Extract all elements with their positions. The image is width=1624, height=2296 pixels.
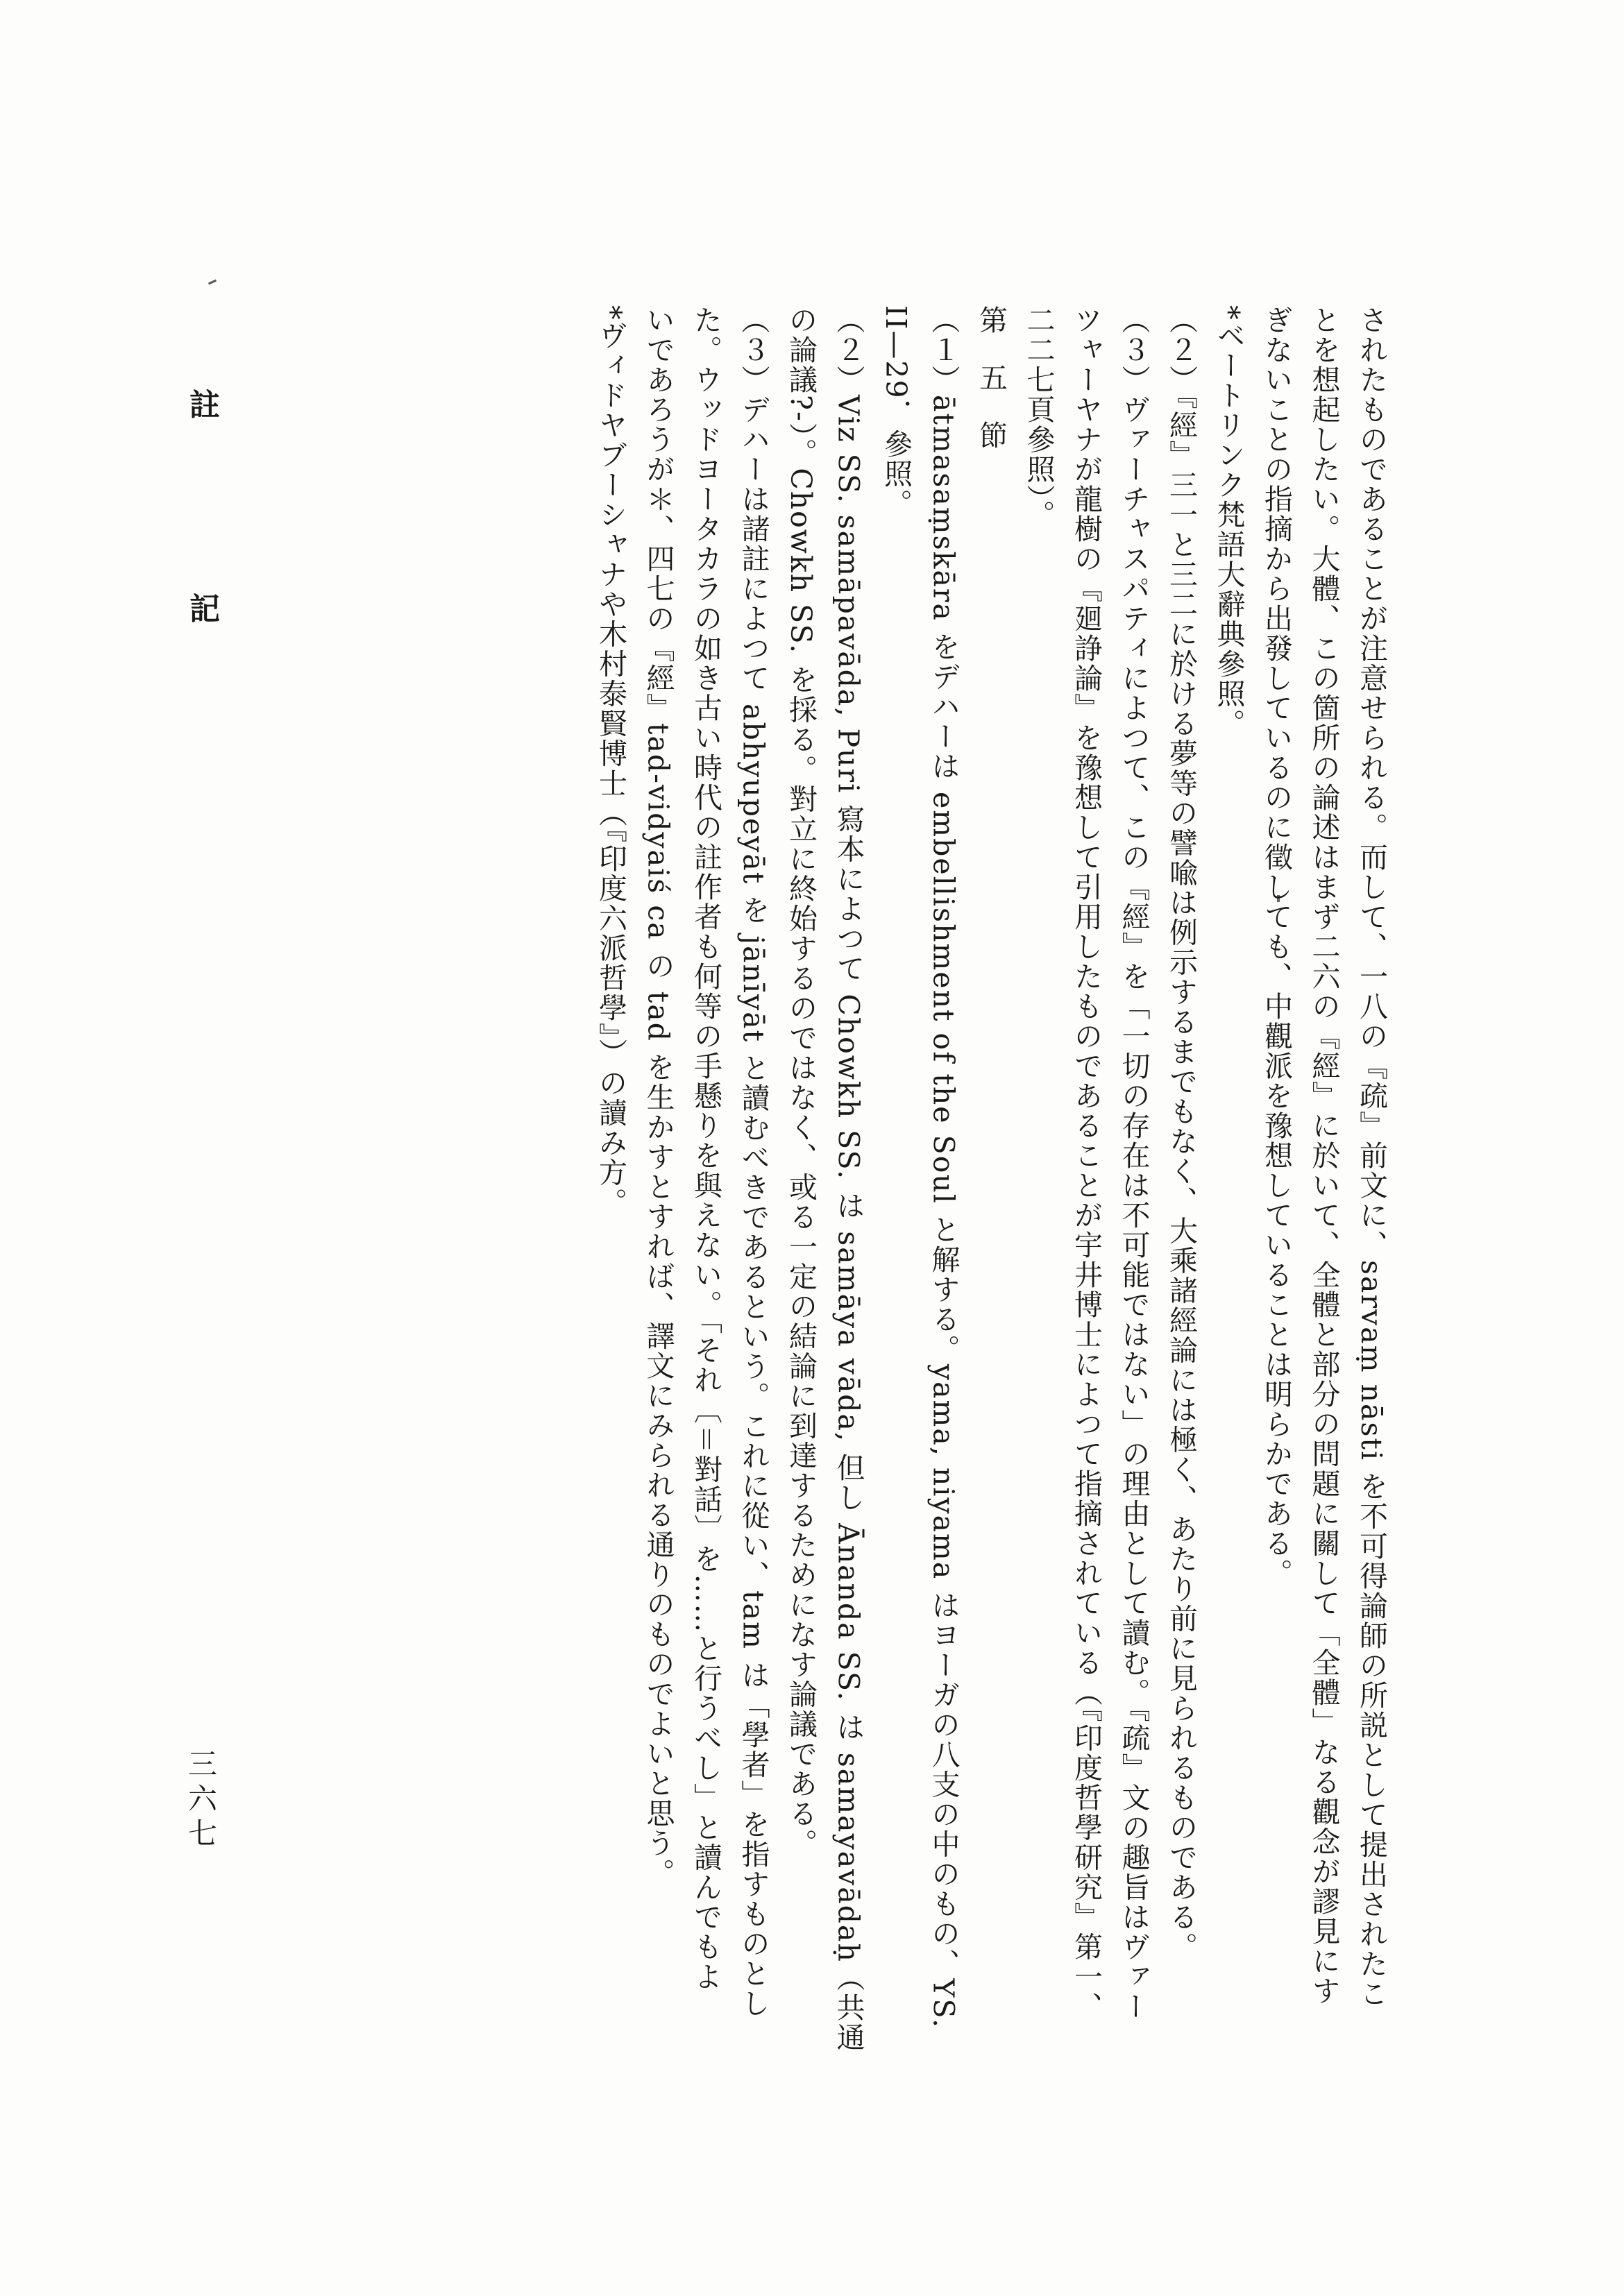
ink-mark — [208, 280, 217, 285]
text-line: 二二七頁參照）。 — [1022, 305, 1056, 530]
note-3-line: （３）デハーは諸註によつて abhyupeyāt を jānīyāt と讀むべきであるという。これに從い、tam は「學者」を指すものとし — [736, 305, 770, 2018]
running-title: 註記 — [184, 389, 219, 797]
text-line: II—29．參照。 — [879, 305, 913, 519]
text-line: の論議?-）。Chowkh SS. を採る。對立に終始するのではなく、或る一定の結論に到達するためになす論議である。 — [784, 305, 818, 1859]
page-number: 三六七 — [184, 1749, 218, 1853]
note-2-line: （２）Viz SS. samāpavāda, Puri 寫本によつて Chowkh SS. は samāya vāda, 但し Ānanda SS. は samayavādaḥ（共通 — [831, 305, 865, 2052]
footnote-line: *ヴィドヤブーシャナや木村泰賢博士（『印度六派哲學』）の讀み方。 — [594, 305, 627, 1218]
text-line: されたものであることが注意せられる。而して、一八の『疏』前文に、sarvaṃ nāsti を不可得論師の所説として提出されたこ — [1355, 305, 1388, 2009]
text-line: ツャーヤナが龍樹の『廻諍論』を豫想して引用したものであることが宇井博士によつて指摘されている（『印度哲學研究』第一、 — [1069, 305, 1103, 2022]
text-line: いであろうが＊、四七の『經』tad-vidyaiś ca の tad を生かすとすれば、譯文にみられる通りのものでよいと思う。 — [641, 305, 675, 1889]
footnote-line: *ベートリンク梵語大辭典參照。 — [1212, 305, 1246, 739]
text-line: とを想起したい。大體、この箇所の論述はまず二六の『經』に於いて、全體と部分の問題に關して「全體」なる觀念が謬見にす — [1307, 305, 1341, 2006]
note-2-line: （２）『經』三一と三二に於ける夢等の譬喩は例示するまでもなく、大乘諸經論には極く、あたり前に見られるものである。 — [1165, 305, 1198, 1962]
text-line: ぎないことの指摘から出發しているのに徵しても、中觀派を豫想していることは明らかである。 — [1260, 305, 1293, 1588]
note-1-line: （１）ātmasaṃskāra をデハーは embellishment of the Soul と解する。yama, niyama はヨーガの八支の中のもの、YS. — [927, 305, 961, 2030]
note-3-line: （３）ヴァーチャスパティによつて、この『經』を「一切の存在は不可能ではない」の理由として讀む。『疏』文の趣旨はヴァー — [1117, 305, 1151, 2022]
body-text — [201, 305, 1395, 2075]
section-heading: 第五節 — [974, 305, 1008, 478]
text-line: た。ウッドヨータカラの如き古い時代の註作者も何等の手懸りを與えない。「それ〔＝對話〕を……と行うべし」と讀んでもよ — [689, 305, 722, 1992]
